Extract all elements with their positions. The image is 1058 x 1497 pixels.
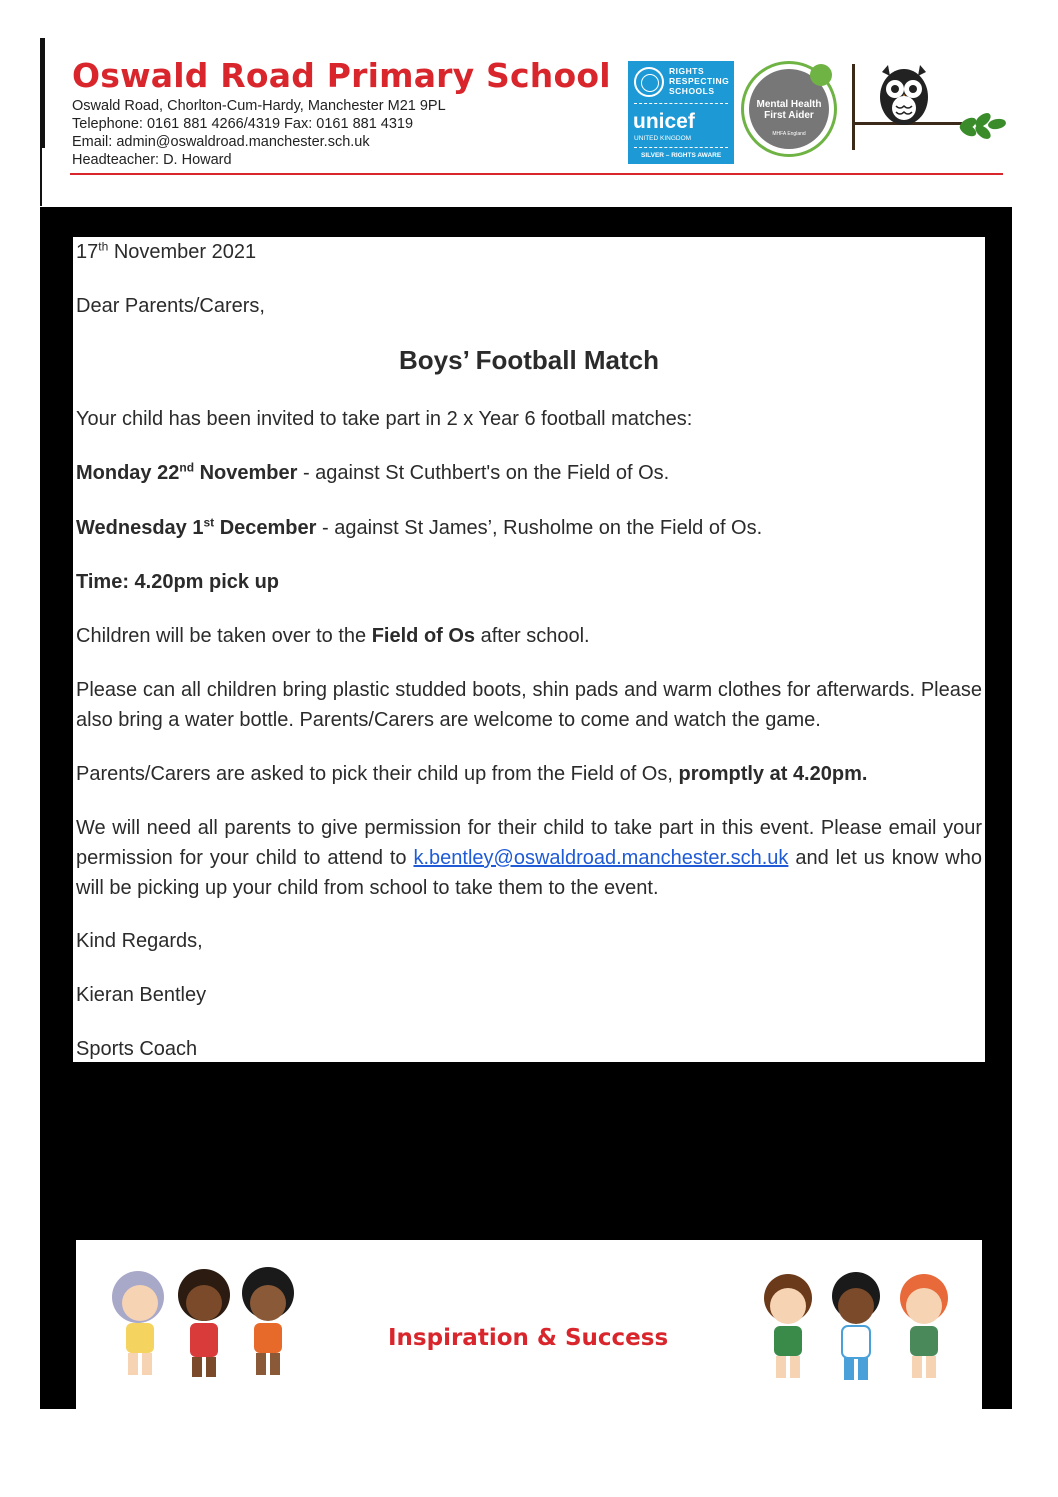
unicef-uk: UNITED KINGDOM [634,135,692,142]
rrs-text: RIGHTS RESPECTING SCHOOLS [669,66,730,96]
rrs-level: SILVER – RIGHTS AWARE [641,152,722,159]
school-motto: Inspiration & Success [388,1325,669,1351]
letter-greeting: Dear Parents/Carers, [76,295,265,317]
school-email: Email: admin@oswaldroad.manchester.sch.uk [72,134,370,150]
signoff: Kind Regards, [76,930,203,952]
letter-intro: Your child has been invited to take part in 2 x Year 6 football matches: [76,408,693,430]
mhfa-icon [810,64,832,86]
mental-health-first-aider-logo: Mental Health First Aider MHFA England [741,61,837,157]
permission-email-link[interactable]: k.bentley@oswaldroad.manchester.sch.uk [413,847,789,869]
header-left-bar-thin [40,148,42,206]
school-telephone: Telephone: 0161 881 4266/4319 Fax: 0161 881 4319 [72,116,414,132]
rights-respecting-schools-logo [628,61,734,164]
children-illustration-right [748,1268,968,1390]
permission-note: We will need all parents to give permission for their child to take part in this event. Please email your permission for your child to attend to k.bentley@oswaldroad.manchester.sch.uk and let us know who will be picking up your child from school to take them to the event. [76,817,982,899]
footer-banner [76,1240,982,1409]
headteacher: Headteacher: D. Howard [72,152,232,168]
match-1: Monday 22nd November - against St Cuthbert's on the Field of Os. [76,460,670,484]
globe-icon [634,67,664,97]
signer-name: Kieran Bentley [76,984,207,1006]
school-name: Oswald Road Primary School [72,56,611,95]
match-2: Wednesday 1st December - against St James’, Rusholme on the Field of Os. [76,515,763,539]
children-illustration-left [96,1265,311,1385]
header-divider [70,173,1003,175]
letter-date: 17th November 2021 [76,239,257,263]
letter-title: Boys’ Football Match [398,345,660,375]
transport-note: Children will be taken over to the Field of Os after school. [76,625,590,647]
letter-body [73,237,985,1062]
pickup-time: Time: 4.20pm pick up [76,571,280,593]
unicef-wordmark: unicef [633,110,695,133]
signer-role: Sports Coach [76,1038,198,1060]
school-address: Oswald Road, Chorlton-Cum-Hardy, Manchester M21 9PL [72,98,446,114]
pickup-note: Parents/Carers are asked to pick their child up from the Field of Os, promptly at 4.20pm. [76,763,868,785]
owl-logo [852,62,1007,154]
kit-note: Please can all children bring plastic studded boots, shin pads and warm clothes for afterwards. Please also bring a water bottle. Parents/Carers are welcome to come and watch the game. [76,679,982,731]
header-left-bar [40,38,45,148]
